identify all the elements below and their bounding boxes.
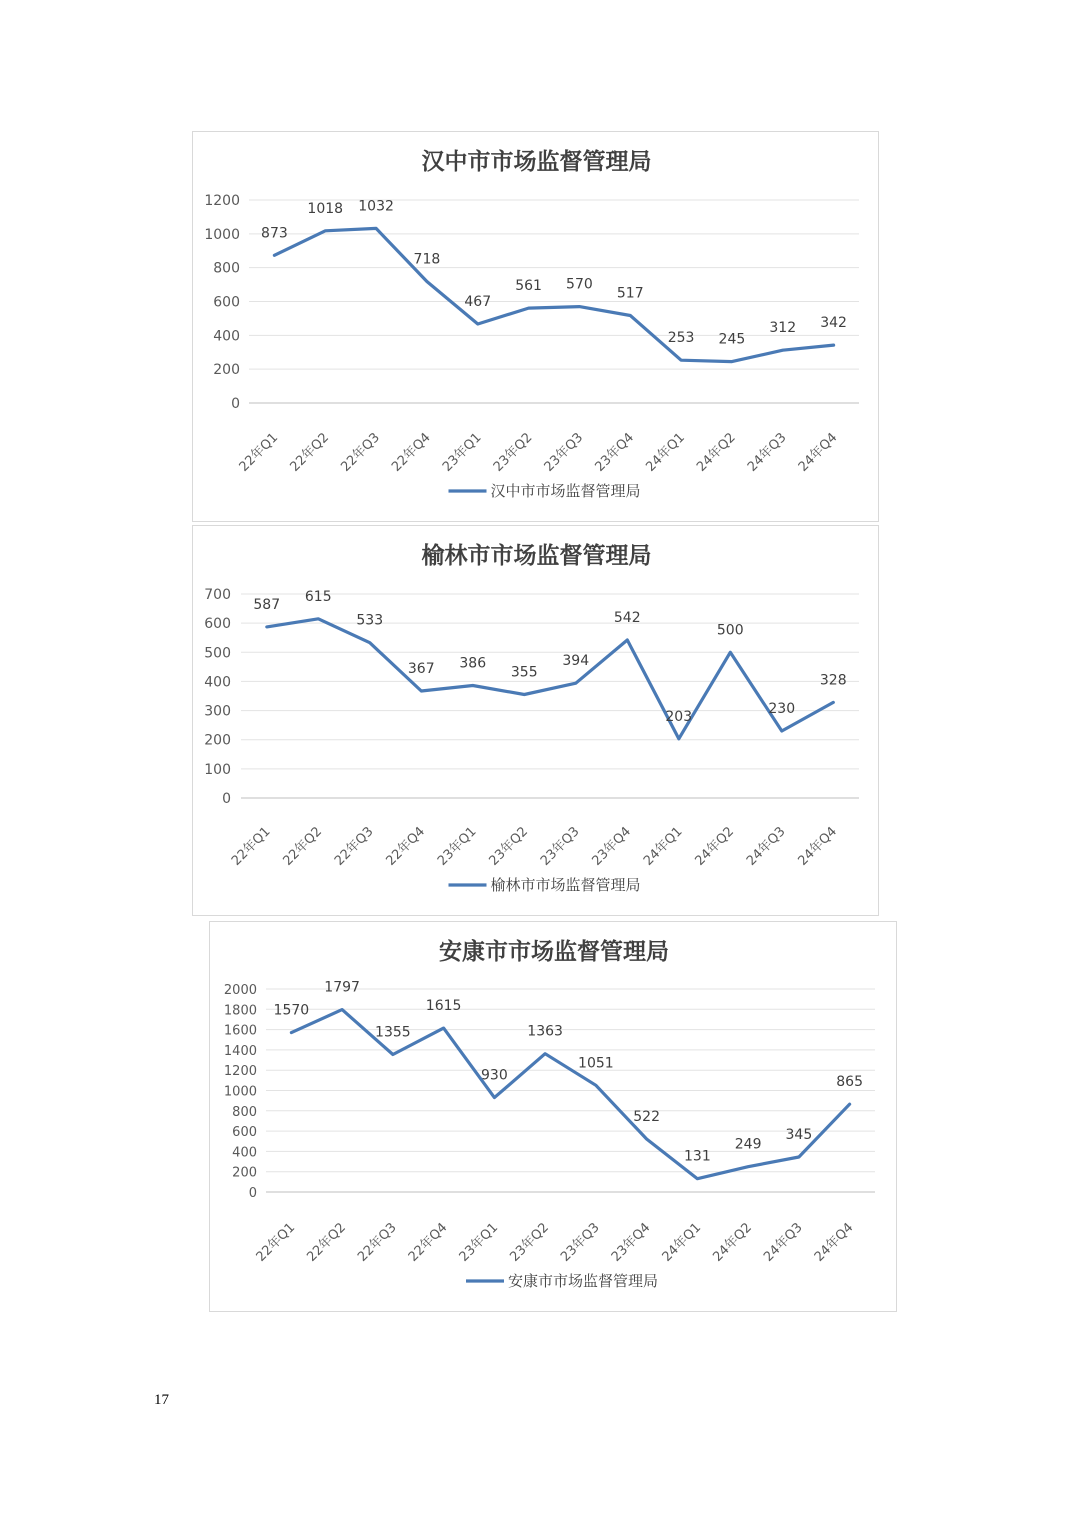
data-label: 1051 <box>578 1055 614 1072</box>
x-tick-label: 23年Q1 <box>434 824 480 869</box>
data-label: 345 <box>785 1126 813 1143</box>
y-tick-label: 700 <box>204 587 231 603</box>
data-label: 1018 <box>307 200 344 217</box>
x-tick-label: 23年Q4 <box>608 1220 654 1265</box>
x-tick-label: 23年Q1 <box>439 430 485 475</box>
data-label: 386 <box>459 655 487 672</box>
x-tick-label: 23年Q3 <box>558 1220 603 1265</box>
data-label: 1570 <box>273 1002 310 1019</box>
y-tick-label: 1400 <box>223 1043 257 1059</box>
y-tick-label: 500 <box>204 645 231 662</box>
x-tick-label: 24年Q4 <box>811 1220 857 1265</box>
x-tick-label: 23年Q2 <box>507 1220 552 1265</box>
y-tick-label: 0 <box>231 396 240 412</box>
chart-yulin <box>192 525 879 916</box>
data-label: 1032 <box>358 198 394 215</box>
data-label: 249 <box>734 1136 762 1153</box>
legend-label: 榆林市市场监督管理局 <box>490 876 641 894</box>
data-label: 615 <box>304 588 332 605</box>
x-tick-label: 23年Q3 <box>537 824 583 869</box>
data-label: 328 <box>819 672 847 689</box>
data-label: 533 <box>356 612 384 629</box>
data-label: 131 <box>684 1148 711 1165</box>
data-label: 542 <box>613 610 641 627</box>
x-tick-label: 22年Q1 <box>228 824 274 869</box>
y-tick-label: 200 <box>213 362 240 379</box>
data-label: 500 <box>716 622 744 639</box>
x-tick-label: 23年Q4 <box>592 430 638 475</box>
x-tick-label: 24年Q2 <box>692 824 738 869</box>
data-label: 587 <box>253 596 281 613</box>
chart-title: 安康市市场监督管理局 <box>439 938 669 965</box>
x-tick-label: 24年Q4 <box>795 430 841 475</box>
data-label: 245 <box>718 331 746 348</box>
x-tick-label: 22年Q3 <box>338 430 383 475</box>
data-label: 522 <box>633 1109 660 1126</box>
x-tick-label: 23年Q4 <box>589 824 635 869</box>
x-tick-label: 24年Q1 <box>643 430 688 475</box>
y-tick-label: 100 <box>204 761 231 778</box>
y-tick-label: 1200 <box>223 1064 257 1080</box>
data-label: 1615 <box>425 998 462 1015</box>
x-tick-label: 24年Q2 <box>694 430 739 475</box>
chart-hanzhong <box>192 131 879 522</box>
series-line <box>274 228 833 361</box>
y-tick-label: 600 <box>213 294 240 311</box>
data-label: 930 <box>481 1067 508 1084</box>
x-tick-label: 22年Q3 <box>355 1220 400 1265</box>
data-label: 1363 <box>527 1023 563 1040</box>
x-tick-label: 24年Q1 <box>640 824 686 869</box>
y-tick-label: 1200 <box>204 193 240 209</box>
y-tick-label: 400 <box>232 1145 257 1161</box>
x-tick-label: 24年Q3 <box>744 430 790 475</box>
x-tick-label: 24年Q1 <box>659 1220 705 1265</box>
y-tick-label: 1800 <box>223 1003 257 1019</box>
y-tick-label: 0 <box>248 1186 257 1201</box>
chart-yulin-svg <box>193 526 880 917</box>
data-label: 394 <box>562 653 590 670</box>
data-label: 561 <box>515 278 542 295</box>
y-tick-label: 600 <box>204 616 231 633</box>
x-tick-label: 22年Q2 <box>287 430 333 475</box>
data-label: 873 <box>261 225 288 242</box>
y-tick-label: 400 <box>213 328 240 345</box>
chart-ankang-svg <box>210 922 898 1313</box>
x-tick-label: 22年Q2 <box>304 1220 349 1265</box>
x-tick-label: 22年Q4 <box>389 430 434 475</box>
legend-label: 汉中市市场监督管理局 <box>490 482 641 500</box>
data-label: 230 <box>768 700 796 717</box>
data-label: 570 <box>566 276 593 293</box>
y-tick-label: 600 <box>232 1125 257 1141</box>
y-tick-label: 200 <box>232 1165 257 1181</box>
x-tick-label: 24年Q4 <box>795 824 841 869</box>
data-label: 312 <box>769 320 797 337</box>
y-tick-label: 200 <box>204 732 231 749</box>
x-tick-label: 23年Q2 <box>486 824 532 869</box>
data-label: 342 <box>820 315 847 332</box>
data-label: 253 <box>667 330 695 347</box>
chart-hanzhong-svg <box>193 132 880 523</box>
data-label: 355 <box>510 664 538 681</box>
x-tick-label: 22年Q4 <box>383 824 429 869</box>
x-tick-label: 22年Q3 <box>331 824 377 869</box>
y-tick-label: 2000 <box>223 983 257 998</box>
y-tick-label: 800 <box>213 260 240 277</box>
y-tick-label: 1000 <box>204 226 240 243</box>
x-tick-label: 24年Q3 <box>743 824 789 869</box>
y-tick-label: 0 <box>222 791 231 807</box>
x-tick-label: 22年Q4 <box>405 1220 451 1265</box>
data-label: 718 <box>413 251 441 268</box>
x-tick-label: 22年Q1 <box>236 430 282 475</box>
data-label: 1355 <box>375 1024 411 1041</box>
chart-title: 榆林市市场监督管理局 <box>421 542 652 569</box>
series-line <box>267 619 834 739</box>
y-tick-label: 1600 <box>223 1023 257 1039</box>
x-tick-label: 22年Q2 <box>280 824 326 869</box>
y-tick-label: 400 <box>204 674 231 691</box>
data-label: 203 <box>665 708 693 725</box>
x-tick-label: 22年Q1 <box>253 1220 299 1265</box>
x-tick-label: 23年Q3 <box>541 430 587 475</box>
x-tick-label: 24年Q2 <box>710 1220 755 1265</box>
data-label: 865 <box>836 1074 863 1091</box>
x-tick-label: 24年Q3 <box>761 1220 806 1265</box>
page-number: 17 <box>154 1392 169 1408</box>
data-label: 467 <box>464 293 492 310</box>
x-tick-label: 23年Q2 <box>490 430 536 475</box>
chart-title: 汉中市市场监督管理局 <box>421 148 652 175</box>
chart-ankang <box>209 921 897 1312</box>
y-tick-label: 1000 <box>223 1084 257 1100</box>
data-label: 1797 <box>324 979 360 996</box>
y-tick-label: 800 <box>232 1104 257 1120</box>
x-tick-label: 23年Q1 <box>456 1220 502 1265</box>
data-label: 367 <box>407 661 435 678</box>
data-label: 517 <box>616 285 644 302</box>
legend-label: 安康市市场监督管理局 <box>508 1272 659 1290</box>
y-tick-label: 300 <box>204 703 231 720</box>
